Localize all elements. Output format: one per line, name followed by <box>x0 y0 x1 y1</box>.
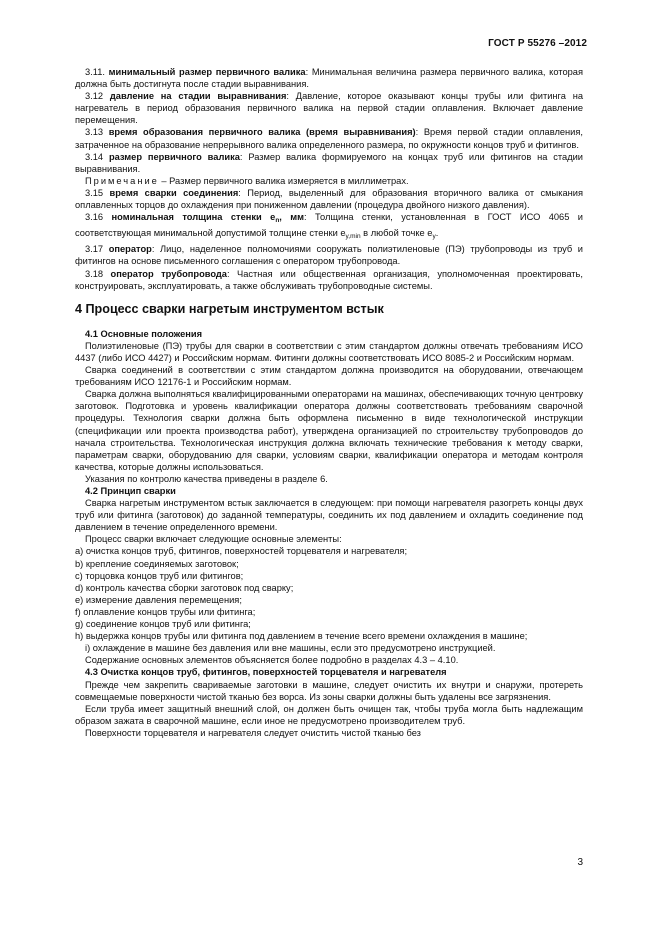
list-item: h) выдержка концов трубы или фитинга под давлением в течение всего времени охлаждения в машине; <box>75 631 528 642</box>
definition-3-11: 3.11. минимальный размер первичного валика: Минимальная величина размера первичного валика, которая должна быть достигнута после стадии выравнивания. <box>75 67 583 90</box>
paragraph: Полиэтиленовые (ПЭ) трубы для сварки в соответствии с этим стандартом должны отвечать требованиям ИСО 4437 (либо ИСО 4427) и Российским нормам. Фитинги должны соответствовать ИСО 8085-2 и Российским нормам. <box>75 340 583 363</box>
list-item: b) крепление соединяемых заготовок; <box>75 558 239 569</box>
definition-3-15: 3.15 время сварки соединения: Период, выделенный для образования вторичного валика от смыкания оплавленных торцов до охлаждения при пониженном давлении (процедура двойного низкого давления). <box>75 187 584 211</box>
paragraph: Прежде чем закрепить свариваемые заготовки в машине, следует очистить их внутри и снаружи, протереть совмещаемые поверхности чистой тканью без ворса. Из зоны сварки должны быть удалены все загрязнения. <box>75 679 583 702</box>
list-item: c) торцовка концов труб или фитингов; <box>75 570 244 581</box>
paragraph: Сварка нагретым инструментом встык заключается в следующем: при помощи нагревателя разогреть концы двух труб или фитинга (заготовок) до заданной температуры, соединить их под давлением и охладить соединение под давлением в течение определенного времени. <box>75 498 583 533</box>
subsection-4-2-heading: 4.2 Принцип сварки <box>85 486 176 496</box>
list-item: d) контроль качества сборки заготовок под сварку; <box>75 582 294 593</box>
section-4-heading: 4 Процесс сварки нагретым инструментом встык <box>75 301 384 316</box>
list-item: g) соединение концов труб или фитинга; <box>75 619 251 630</box>
paragraph: Процесс сварки включает следующие основные элементы: <box>85 534 342 545</box>
definition-3-18: 3.18 оператор трубопровода: Частная или общественная организация, уполномоченная проектировать, конструировать, эксплуатировать, а также обслуживать трубопроводные системы. <box>75 268 583 291</box>
document-body <box>75 66 583 739</box>
definition-3-12: 3.12 давление на стадии выравнивания: Давление, которое оказывают концы трубы или фитинга на нагреватель в период образования первичного валика на первой стадии оплавления. Включает давление перемещения. <box>75 91 583 126</box>
paragraph: Сварка соединений в соответствии с этим стандартом должна производится на оборудовании, отвечающем требованиям ИСО 12176-1 и Российским нормам. <box>75 365 583 388</box>
page-number: 3 <box>577 857 583 868</box>
subsection-4-3-heading: 4.3 Очистка концов труб, фитингов, поверхностей торцевателя и нагревателя <box>85 667 447 678</box>
subsection-4-1-heading: 4.1 Основные положения <box>85 328 203 339</box>
definition-note: Примечание – Размер первичного валика измеряется в миллиметрах. <box>85 175 409 186</box>
definition-3-13: 3.13 время образования первичного валика (время выравнивания): Время первой стадии оплавления, затраченное на образование непрерывного валика определенного размера, по окружности концов труб и фитингов. <box>75 127 583 150</box>
paragraph: Указания по контролю качества приведены в разделе 6. <box>85 473 328 484</box>
paragraph: Если труба имеет защитный внешний слой, он должен быть очищен так, чтобы труба могла быть надлежащим образом зажата в сварочной машине, если иное не предусмотрено производителем труб. <box>75 703 583 726</box>
document-header: ГОСТ Р 55276 –2012 <box>488 38 587 49</box>
paragraph: Сварка должна выполняться квалифицированными операторами на машинах, обеспечивающих точную центровку заготовок. Подготовка и уровень квалификации оператора должны соответствовать требованиям сварочной процедуры. Технология сварки должна быть оформлена письменно в виде технологической инструкции (спецификации или проекта производства работ), утверждена организацией по строительству трубопроводов до начала строительства. Технологическая инструкция должна включать технические требования к методу сварки, параметрам сварки, оборудованию для сварки, условиям сварки, квалификации оператора и методам контроля качества, которые должны использоваться. <box>75 389 583 472</box>
list-item: f) оплавление концов трубы или фитинга; <box>75 606 256 617</box>
paragraph: Содержание основных элементов объясняется более подробно в разделах 4.3 – 4.10. <box>85 655 459 666</box>
list-item: i) охлаждение в машине без давления или вне машины, если это предусмотрено инструкцией. <box>85 643 496 654</box>
definition-3-17: 3.17 оператор: Лицо, наделенное полномочиями сооружать полиэтиленовые (ПЭ) трубопроводы из труб и фитингов на основе письменного соглашения с оператором трубопровода. <box>75 244 583 267</box>
list-item: e) измерение давления перемещения; <box>75 594 242 605</box>
list-item: a) очистка концов труб, фитингов, поверхностей торцевателя и нагревателя; <box>75 546 408 557</box>
definition-3-16: 3.16 номинальная толщина стенки $e_n$, мм: Толщина стенки, установленная в ГОСТ ИСО 4065 и соответствующая минимальной допустимой толщине стенки $e_{y,min}$ в любой точке $e_y$. <box>75 212 584 241</box>
paragraph: Поверхности торцевателя и нагревателя следует очистить чистой тканью без <box>85 727 421 738</box>
definition-3-14: 3.14 размер первичного валика: Размер валика формируемого на концах труб или фитингов на стадии выравнивания. <box>75 151 584 174</box>
